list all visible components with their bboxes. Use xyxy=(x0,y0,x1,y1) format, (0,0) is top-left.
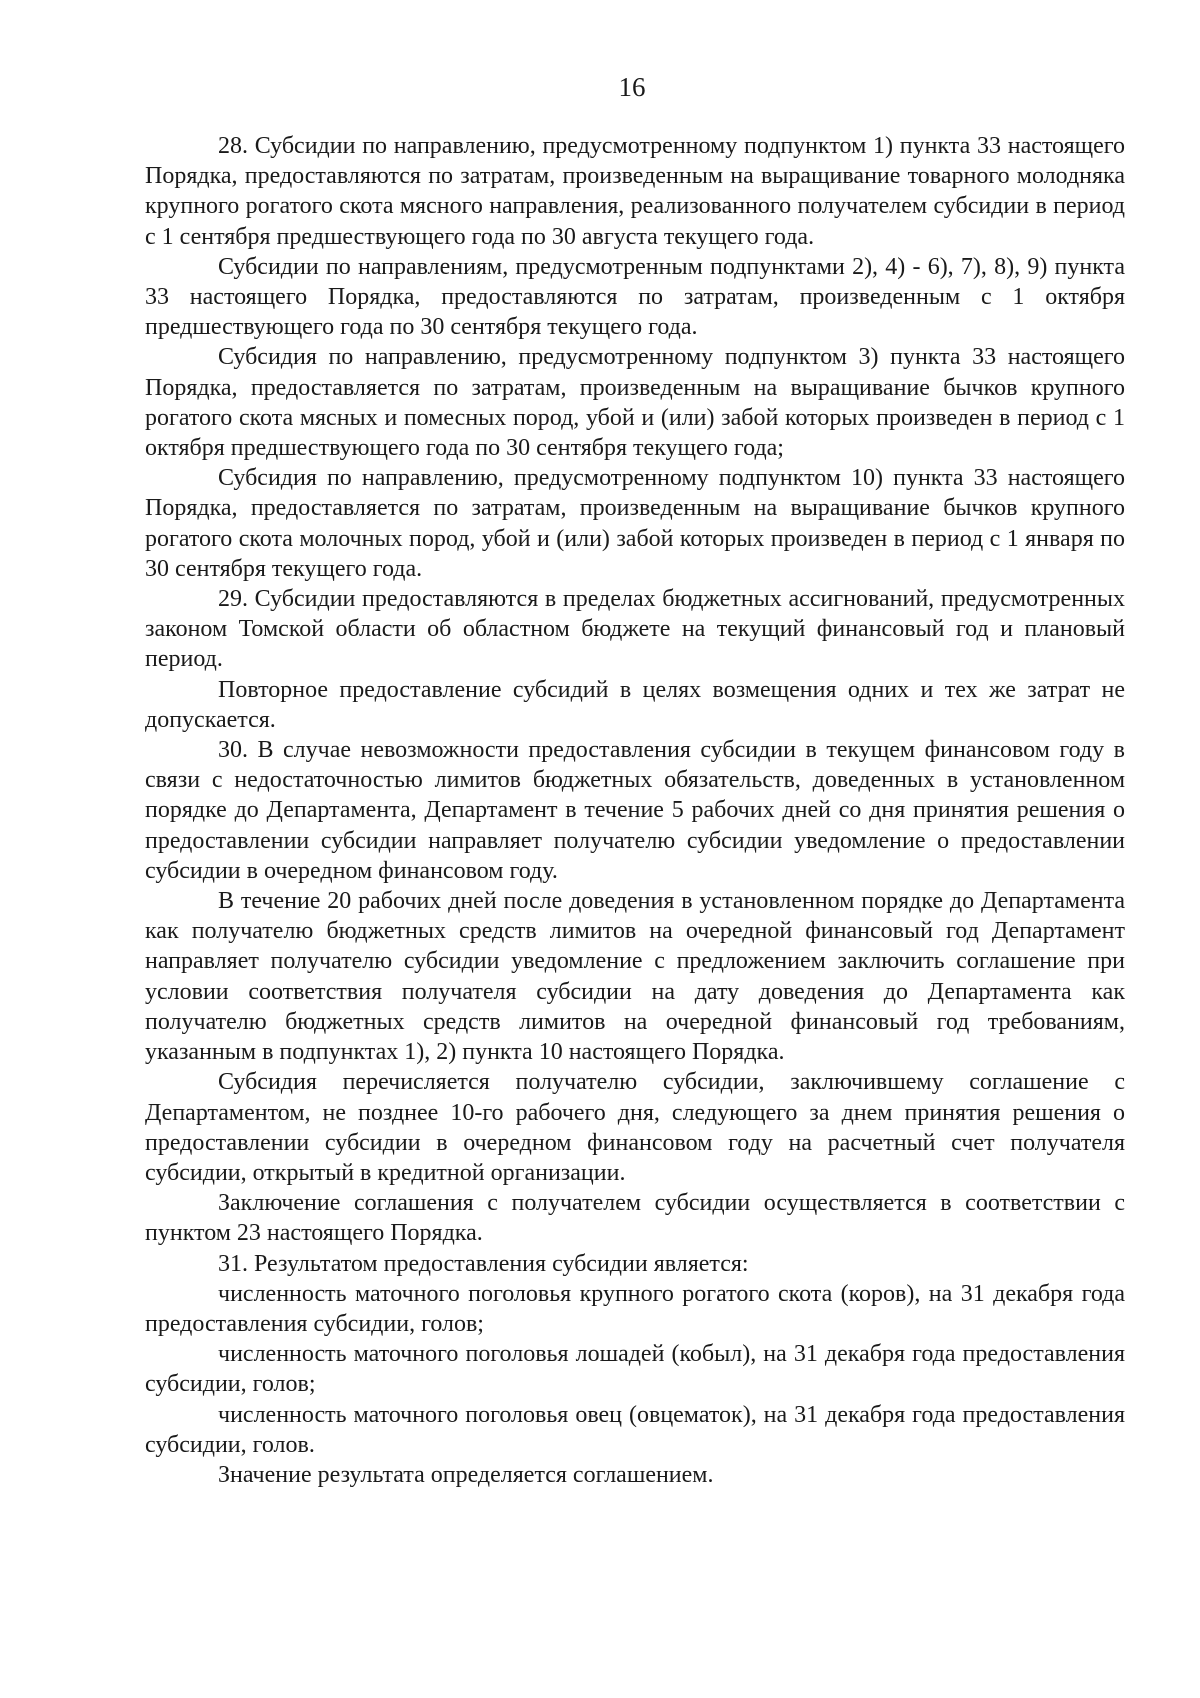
paragraph-30-notice: В течение 20 рабочих дней после доведения в установленном порядке до Департамента как получателю бюджетных средств лимитов на очередной финансовый год Департамент направляет получателю субсидии уведомление с предложением заключить соглашение при условии соответствия получателя субсидии на дату доведения до Департамента как получателю бюджетных средств лимитов на очередной финансовый год требованиям, указанным в подпунктах 1), 2) пункта 10 настоящего Порядка. xyxy=(145,888,1125,1066)
page-number: 16 xyxy=(618,72,646,102)
result-value-note: Значение результата определяется соглашением. xyxy=(218,1461,714,1488)
document-body xyxy=(145,131,1125,1490)
paragraph-31: 31. Результатом предоставления субсидии является: xyxy=(218,1250,749,1277)
paragraph-29-repeat: Повторное предоставление субсидий в целях возмещения одних и тех же затрат не допускается. xyxy=(145,676,1125,733)
paragraph-30-agreement: Заключение соглашения с получателем субсидии осуществляется в соответствии с пунктом 23 настоящего Порядка. xyxy=(145,1190,1125,1247)
result-item-sheep: численность маточного поголовья овец (овцематок), на 31 декабря года предоставления субсидии, голов. xyxy=(145,1401,1125,1458)
paragraph-29: 29. Субсидии предоставляются в пределах бюджетных ассигнований, предусмотренных законом Томской области об областном бюджете на текущий финансовый год и плановый период. xyxy=(145,586,1125,673)
result-item-cattle: численность маточного поголовья крупного рогатого скота (коров), на 31 декабря года предоставления субсидии, голов; xyxy=(145,1280,1125,1337)
result-item-horses: численность маточного поголовья лошадей (кобыл), на 31 декабря года предоставления субсидии, голов; xyxy=(145,1341,1125,1398)
paragraph-30: 30. В случае невозможности предоставления субсидии в текущем финансовом году в связи с недостаточностью лимитов бюджетных обязательств, доведенных в установленном порядке до Департамента, Департамент в течение 5 рабочих дней со дня принятия решения о предоставлении субсидии направляет получателю субсидии уведомление о предоставлении субсидии в очередном финансовом году. xyxy=(145,737,1125,884)
paragraph-28: 28. Субсидии по направлению, предусмотренному подпунктом 1) пункта 33 настоящего Порядка, предоставляются по затратам, произведенным на выращивание товарного молодняка крупного рогатого скота мясного направления, реализованного получателем субсидии в период с 1 сентября предшествующего года по 30 августа текущего года. xyxy=(145,133,1125,250)
paragraph-28-subsidy-sub3: Субсидия по направлению, предусмотренному подпунктом 3) пункта 33 настоящего Порядка, предоставляется по затратам, произведенным на выращивание бычков крупного рогатого скота мясных и помесных пород, убой и (или) забой которых произведен в период с 1 октября предшествующего года по 30 сентября текущего года; xyxy=(145,344,1125,462)
paragraph-28-subsidy-sub10: Субсидия по направлению, предусмотренному подпунктом 10) пункта 33 настоящего Порядка, предоставляется по затратам, произведенным на выращивание бычков крупного рогатого скота молочных пород, убой и (или) забой которых произведен в период с 1 января по 30 сентября текущего года. xyxy=(145,465,1125,582)
paragraph-28-subsidies-periods: Субсидии по направлениям, предусмотренным подпунктами 2), 4) - 6), 7), 8), 9) пункта 33 настоящего Порядка, предоставляются по затратам, произведенным с 1 октября предшествующего года по 30 сентября текущего года. xyxy=(145,253,1125,341)
paragraph-30-transfer: Субсидия перечисляется получателю субсидии, заключившему соглашение с Департаментом, не позднее 10-го рабочего дня, следующего за днем принятия решения о предоставлении субсидии в очередном финансовом году на расчетный счет получателя субсидии, открытый в кредитной организации. xyxy=(145,1069,1125,1186)
